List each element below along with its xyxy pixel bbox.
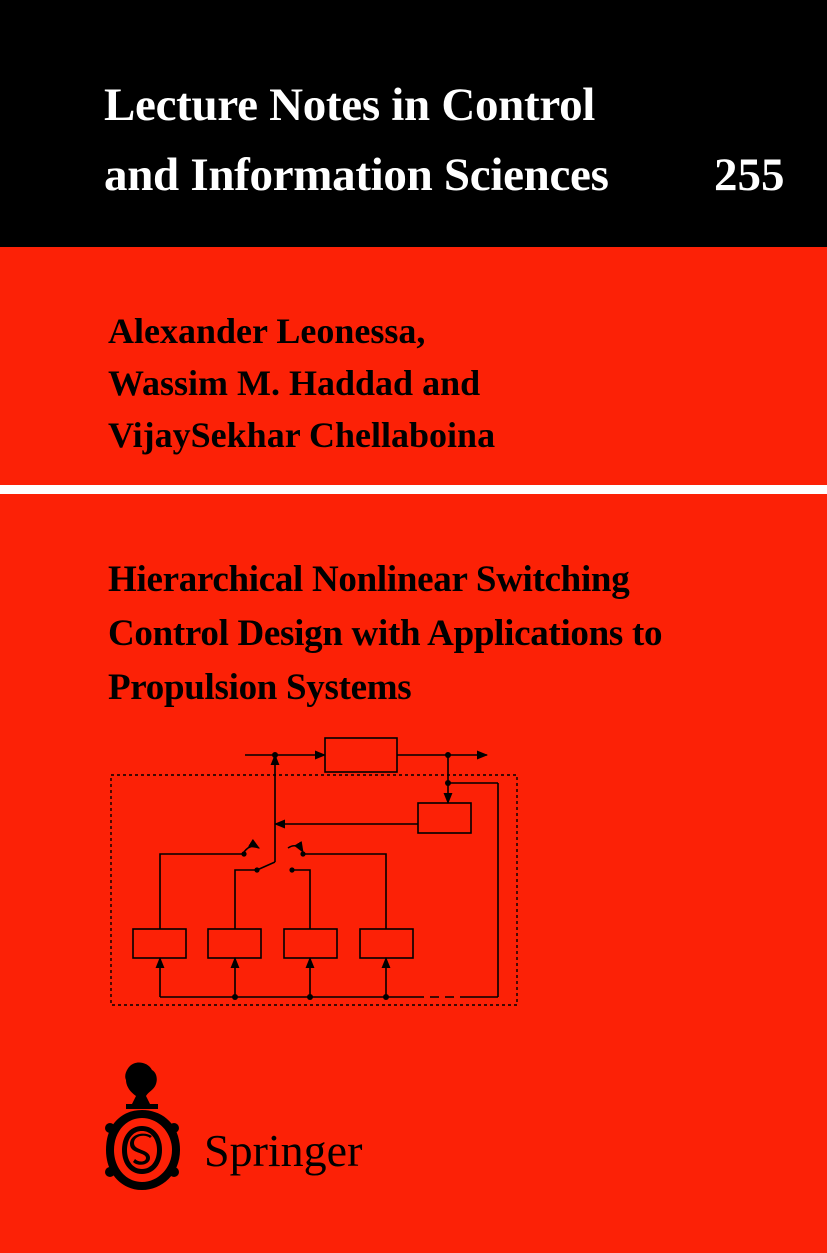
volume-number: 255 — [714, 149, 785, 201]
plant-block — [325, 738, 397, 772]
author-list — [108, 305, 495, 461]
controller-block-1 — [133, 929, 186, 958]
controller-block-3 — [284, 929, 337, 958]
title-line-3: Propulsion Systems — [108, 667, 412, 708]
author-3: VijaySekhar Chellaboina — [108, 415, 496, 455]
publisher-name: Springer — [204, 1125, 363, 1176]
series-title-line-2: and Information Sciences — [104, 149, 609, 201]
author-1: Alexander Leonessa, — [108, 311, 426, 351]
supervisor-block — [418, 803, 471, 833]
book-title — [108, 553, 662, 715]
author-2: Wassim M. Haddad and — [108, 363, 481, 403]
white-divider — [0, 485, 827, 494]
switching-block-diagram — [100, 730, 530, 1020]
series-header — [0, 0, 827, 247]
springer-knight-icon — [96, 1058, 192, 1198]
series-title-line-1: Lecture Notes in Control — [104, 79, 596, 131]
title-line-2: Control Design with Applications to — [108, 613, 663, 654]
controller-block-2 — [208, 929, 261, 958]
controller-boundary — [111, 775, 517, 1005]
controller-block-4 — [360, 929, 413, 958]
title-line-1: Hierarchical Nonlinear Switching — [108, 559, 630, 600]
